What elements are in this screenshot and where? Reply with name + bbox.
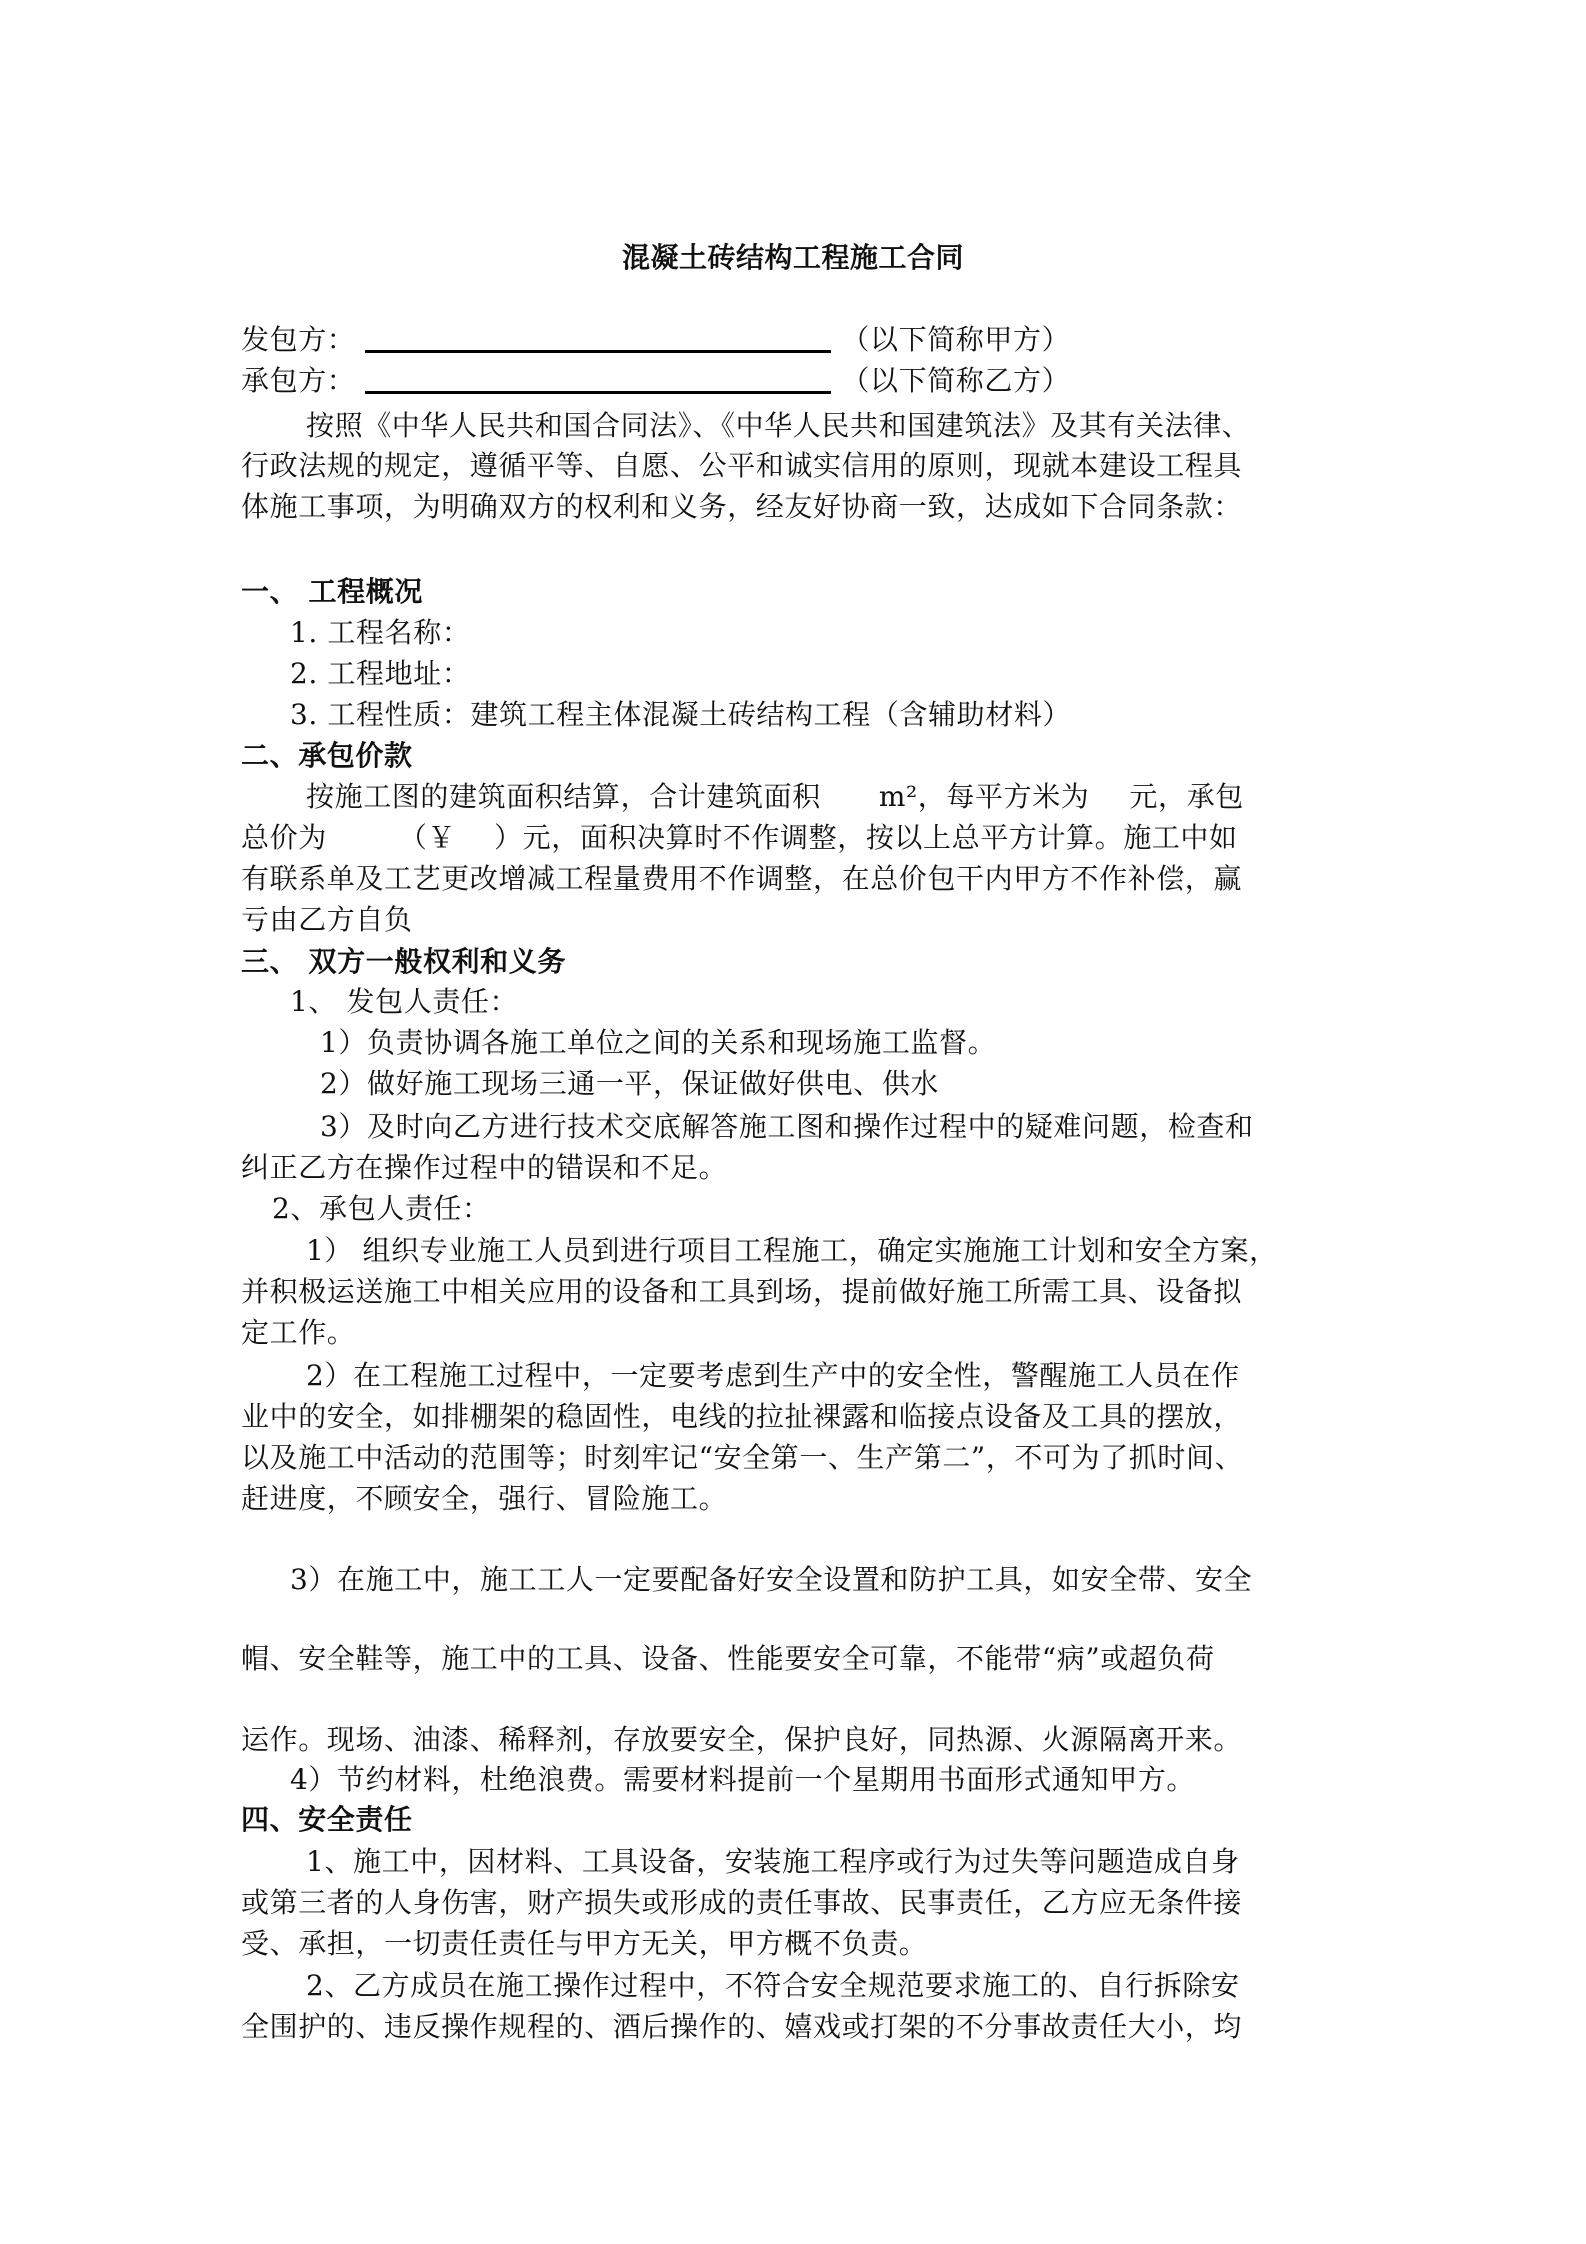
employer-line [241,320,1070,360]
contractor-duty-line: 赶进度，不顾安全，强行、冒险施工。 [241,1482,728,1515]
price-text: （￥ [398,821,457,854]
contractor-label: 承包方： [241,364,356,397]
price-text: 按施工图的建筑面积结算，合计建筑面积 [306,780,821,813]
price-line [306,777,1244,817]
price-text: ）元，面积决算时不作调整，按以上总平方计算。施工中如 [494,821,1238,854]
preamble-line: 行政法规的规定，遵循平等、自愿、公平和诚实信用的原则，现就本建设工程具 [241,449,1243,482]
safety-line: 全围护的、违反操作规程的、酒后操作的、嬉戏或打架的不分事故责任大小，均 [241,2010,1243,2043]
employer-duty-line: 3）及时向乙方进行技术交底解答施工图和操作过程中的疑难问题，检查和 [320,1110,1254,1143]
section-heading-safety: 四、安全责任 [241,1803,413,1836]
price-text: 元，承包 [1129,780,1244,813]
contractor-duty-line: 并积极运送施工中相关应用的设备和工具到场，提前做好施工所需工具、设备拟 [241,1275,1243,1308]
section-heading-rights: 三、 双方一般权利和义务 [241,945,566,978]
section-heading-overview: 一、 工程概况 [241,575,423,608]
safety-line: 或第三者的人身伤害，财产损失或形成的责任事故、民事责任，乙方应无条件接 [241,1886,1243,1919]
contractor-duty-line: 以及施工中活动的范围等；时刻牢记“安全第一、生产第二”，不可为了抓时间、 [241,1441,1244,1474]
safety-line: 1、施工中，因材料、工具设备，安装施工程序或行为过失等问题造成自身 [306,1845,1240,1878]
contractor-duty-line: 运作。现场、油漆、稀释剂，存放要安全，保护良好，同热源、火源隔离开来。 [241,1723,1243,1756]
price-line: 有联系单及工艺更改增减工程量费用不作调整，在总价包干内甲方不作补偿，赢 [241,862,1243,895]
contractor-note: （以下简称乙方） [841,364,1071,397]
employer-note: （以下简称甲方） [841,323,1071,356]
price-line: 亏由乙方自负 [241,903,413,936]
safety-line: 2、乙方成员在施工操作过程中，不符合安全规范要求施工的、自行拆除安 [306,1969,1240,2002]
employer-duty-line: 2）做好施工现场三通一平，保证做好供电、供水 [320,1067,940,1100]
employer-duty-line: 纠正乙方在操作过程中的错误和不足。 [241,1151,728,1184]
employer-blank-field[interactable] [365,324,831,353]
contractor-duty-line: 业中的安全，如排棚架的稳固性，电线的拉扯裸露和临接点设备及工具的摆放， [241,1400,1243,1433]
employer-label: 发包方： [241,323,356,356]
preamble-line: 按照《中华人民共和国合同法》、《中华人民共和国建筑法》及其有关法律、 [306,409,1251,442]
overview-item: 3. 工程性质：建筑工程主体混凝土砖结构工程（含辅助材料） [290,698,1072,731]
contractor-line [241,361,1070,401]
contractor-duty-line: 3）在施工中，施工工人一定要配备好安全设置和防护工具，如安全带、安全 [290,1563,1253,1596]
document-title: 混凝土砖结构工程施工合同 [621,241,964,274]
employer-duties-heading: 1、 发包人责任： [290,985,519,1018]
price-text: 总价为 [241,821,327,854]
contractor-duty-line: 2）在工程施工过程中，一定要考虑到生产中的安全性，警醒施工人员在作 [306,1359,1240,1392]
preamble-line: 体施工事项，为明确双方的权利和义务，经友好协商一致，达成如下合同条款： [241,490,1243,523]
overview-item: 1. 工程名称： [290,616,471,649]
contractor-duties-heading: 2、承包人责任： [272,1192,491,1225]
safety-line: 受、承担，一切责任责任与甲方无关，甲方概不负责。 [241,1927,928,1960]
contractor-duty-line: 帽、安全鞋等，施工中的工具、设备、性能要安全可靠，不能带“病”或超负荷 [241,1642,1215,1675]
section-heading-price: 二、承包价款 [241,739,413,772]
price-line [241,818,1238,858]
price-text: m²，每平方米为 [878,780,1090,813]
contractor-duty-line: 1） 组织专业施工人员到进行项目工程施工，确定实施施工计划和安全方案， [306,1234,1278,1267]
employer-duty-line: 1）负责协调各施工单位之间的关系和现场施工监督。 [320,1026,997,1059]
contractor-blank-field[interactable] [365,365,831,394]
contractor-duty-line: 4）节约材料，杜绝浪费。需要材料提前一个星期用书面形式通知甲方。 [290,1763,1196,1796]
contractor-duty-line: 定工作。 [241,1316,356,1349]
overview-item: 2. 工程地址： [290,657,471,690]
